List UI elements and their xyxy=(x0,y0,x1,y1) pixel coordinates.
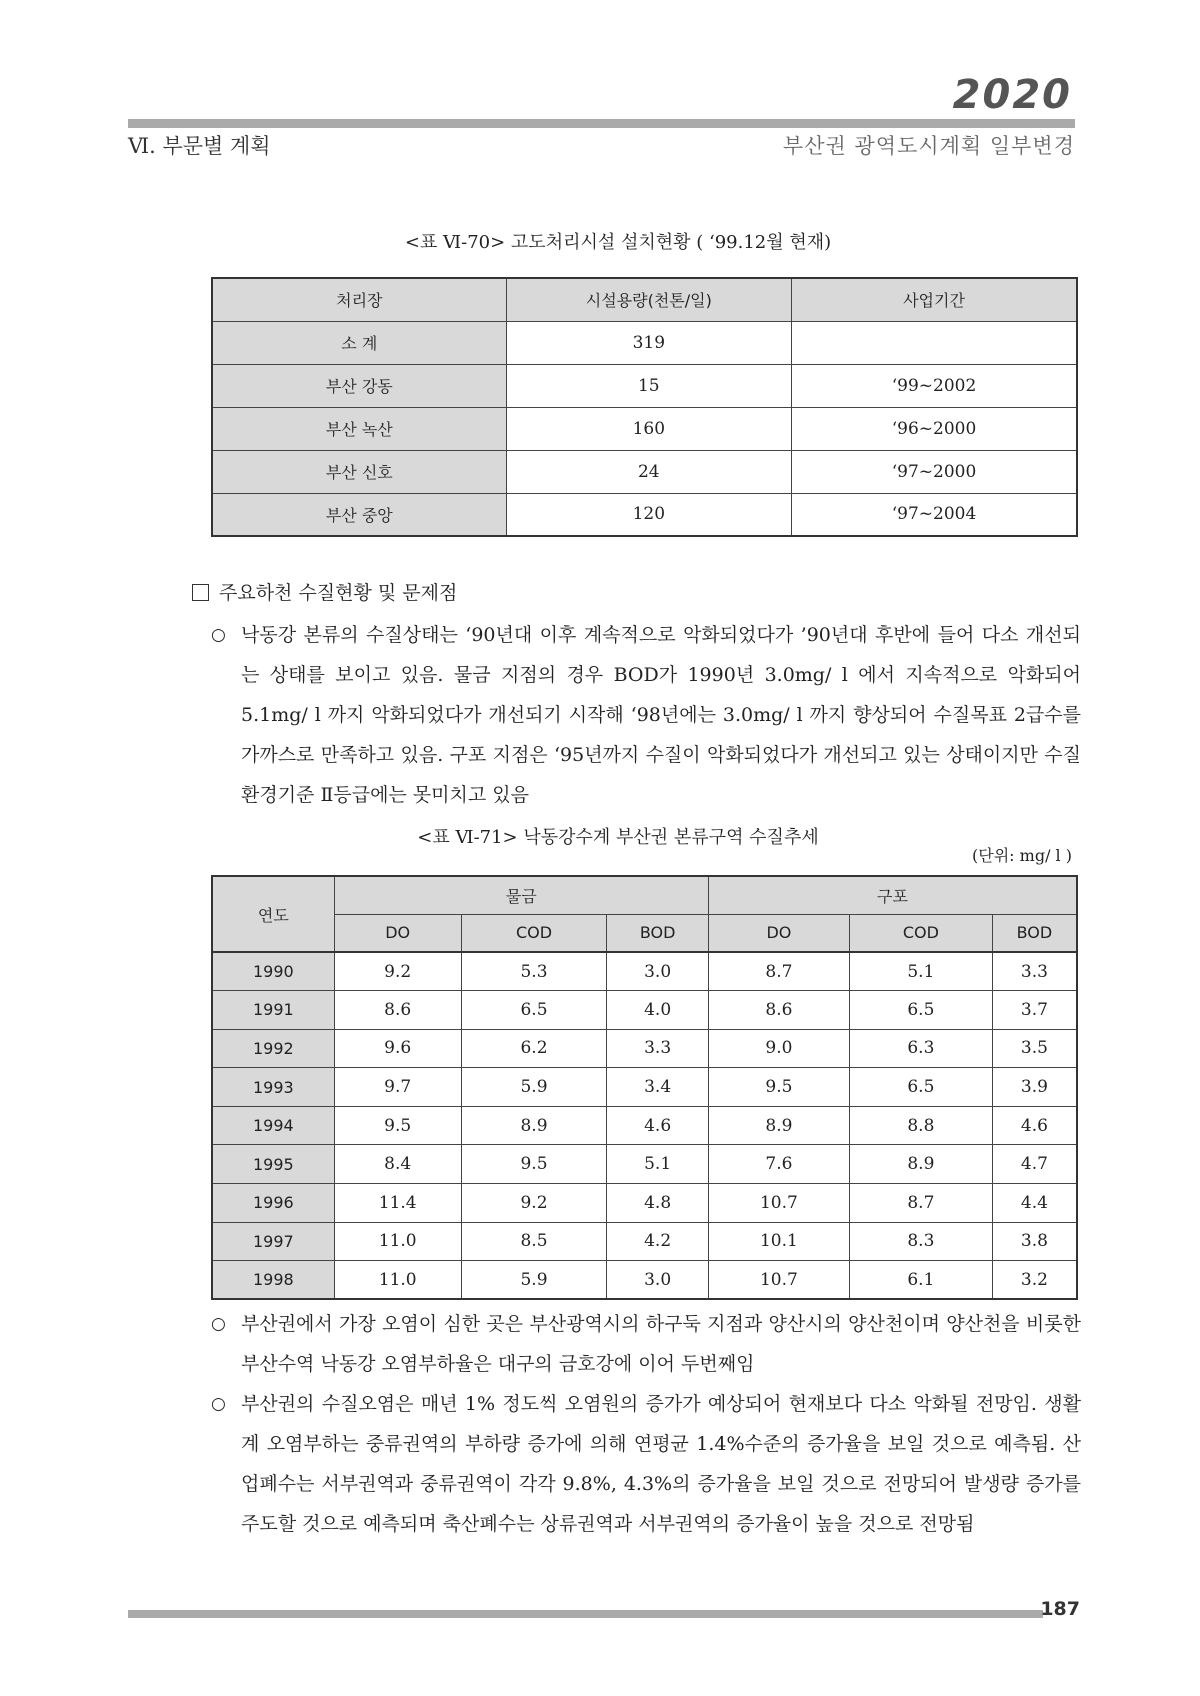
table-cell: 8.7 xyxy=(849,1184,992,1223)
table-cell: 3.3 xyxy=(607,1029,709,1068)
table-cell: 3.9 xyxy=(992,1068,1077,1107)
table-cell: 15 xyxy=(506,364,791,407)
paragraph-text: 낙동강 본류의 수질상태는 ‘90년대 이후 계속적으로 악화되었다가 ’90년대 후반에 들어 다소 개선되는 상태를 보이고 있음. 물금 지점의 경우 BOD가 1990년 3.0mg/ l 에서 지속적으로 악화되어 5.1mg/ l 까지 악화되었다가 개선되기 시작해 ‘98년에는 3.0mg/ l 까지 향상되어 수질목표 2급수를 가까스로 만족하고 있음. 구포 지점은 ‘95년까지 수질이 악화되었다가 개선되고 있는 상태이지만 수질환경기준 Ⅱ등급에는 못미치고 있음 xyxy=(241,624,1081,806)
year-cell: 1991 xyxy=(212,991,334,1030)
year-cell: 1995 xyxy=(212,1145,334,1184)
table-cell: 8.7 xyxy=(708,952,849,991)
section-title: Ⅵ. 부문별 계획 xyxy=(128,134,271,158)
table-cell xyxy=(792,321,1077,364)
table-cell: 4.6 xyxy=(607,1106,709,1145)
table-cell: 6.5 xyxy=(461,991,607,1030)
paragraph-text: 부산권에서 가장 오염이 심한 곳은 부산광역시의 하구둑 지점과 양산시의 양산천이며 양산천을 비롯한 부산수역 낙동강 오염부하율은 대구의 금호강에 이어 두번째임 xyxy=(241,1313,1081,1375)
column-header: 처리장 xyxy=(212,278,506,321)
table-cell: 4.2 xyxy=(607,1222,709,1261)
year-header: 연도 xyxy=(212,876,334,952)
unit-label: (단위: mg/ l ) xyxy=(972,846,1072,865)
checkbox-square-icon xyxy=(192,584,209,601)
footer-rule xyxy=(128,1610,1043,1618)
year-cell: 1996 xyxy=(212,1184,334,1223)
column-header: COD xyxy=(849,914,992,952)
table-cell: 9.2 xyxy=(334,952,461,991)
table-cell: 8.3 xyxy=(849,1222,992,1261)
table-cell: 10.1 xyxy=(708,1222,849,1261)
table-cell: 3.2 xyxy=(992,1261,1077,1300)
table-cell: 4.4 xyxy=(992,1184,1077,1223)
table-cell: 10.7 xyxy=(708,1184,849,1223)
header-rule xyxy=(128,119,1075,128)
table-row xyxy=(212,407,1077,450)
table-cell: 3.7 xyxy=(992,991,1077,1030)
table-cell: 3.5 xyxy=(992,1029,1077,1068)
group-header: 구포 xyxy=(708,876,1077,914)
column-header: COD xyxy=(461,914,607,952)
column-header: DO xyxy=(708,914,849,952)
table-cell: 120 xyxy=(506,493,791,536)
table-cell: 319 xyxy=(506,321,791,364)
year-cell: 1992 xyxy=(212,1029,334,1068)
table-cell: 6.2 xyxy=(461,1029,607,1068)
table-cell: 5.3 xyxy=(461,952,607,991)
row-label: 부산 강동 xyxy=(212,364,506,407)
table-cell: 8.8 xyxy=(849,1106,992,1145)
table-row xyxy=(212,1029,1077,1068)
section-heading xyxy=(192,578,457,605)
bullet-circle-icon: ○ xyxy=(211,1394,226,1414)
table-cell: 11.0 xyxy=(334,1261,461,1300)
table-cell: 8.9 xyxy=(849,1145,992,1184)
table-cell: 6.5 xyxy=(849,991,992,1030)
table-cell: 9.2 xyxy=(461,1184,607,1223)
bullet-circle-icon: ○ xyxy=(211,1314,226,1334)
table-cell: 24 xyxy=(506,450,791,493)
table-header-row xyxy=(212,876,1077,914)
table-cell: 4.0 xyxy=(607,991,709,1030)
year-cell: 1994 xyxy=(212,1106,334,1145)
table-cell: ‘97~2000 xyxy=(792,450,1077,493)
year-cell: 1997 xyxy=(212,1222,334,1261)
paragraph-pollution-sources xyxy=(211,1304,1081,1384)
table-cell: 9.7 xyxy=(334,1068,461,1107)
table-cell: 8.9 xyxy=(708,1106,849,1145)
table-cell: 9.5 xyxy=(708,1068,849,1107)
column-header: BOD xyxy=(992,914,1077,952)
row-label: 소 계 xyxy=(212,321,506,364)
table-cell: 160 xyxy=(506,407,791,450)
paragraph-water-quality xyxy=(211,615,1081,815)
table-row xyxy=(212,1068,1077,1107)
table-cell: 6.1 xyxy=(849,1261,992,1300)
table-cell: 8.6 xyxy=(334,991,461,1030)
table-cell: 8.5 xyxy=(461,1222,607,1261)
facility-table xyxy=(211,277,1078,537)
year-cell: 1998 xyxy=(212,1261,334,1300)
table-cell: 3.0 xyxy=(607,1261,709,1300)
table-cell: 9.6 xyxy=(334,1029,461,1068)
table-cell: 11.4 xyxy=(334,1184,461,1223)
table-cell: 5.1 xyxy=(849,952,992,991)
table-row xyxy=(212,364,1077,407)
table-row xyxy=(212,952,1077,991)
table-cell: 9.5 xyxy=(461,1145,607,1184)
table-cell: 10.7 xyxy=(708,1261,849,1300)
table-cell: ‘96~2000 xyxy=(792,407,1077,450)
document-title: 부산권 광역도시계획 일부변경 xyxy=(782,134,1075,158)
table-cell: 4.8 xyxy=(607,1184,709,1223)
table-cell: 3.0 xyxy=(607,952,709,991)
table2-caption: <표 Ⅵ-71> 낙동강수계 부산권 본류구역 수질추세 xyxy=(417,827,819,848)
page-number: 187 xyxy=(1040,1598,1080,1620)
column-header: BOD xyxy=(607,914,709,952)
row-label: 부산 신호 xyxy=(212,450,506,493)
table-row xyxy=(212,493,1077,536)
table-cell: ‘99~2002 xyxy=(792,364,1077,407)
table-row xyxy=(212,1222,1077,1261)
table-cell: 9.0 xyxy=(708,1029,849,1068)
section-heading-text: 주요하천 수질현황 및 문제점 xyxy=(219,582,458,604)
table-row xyxy=(212,1145,1077,1184)
table-cell: 3.3 xyxy=(992,952,1077,991)
row-label: 부산 녹산 xyxy=(212,407,506,450)
table-cell: 8.6 xyxy=(708,991,849,1030)
table-cell: 11.0 xyxy=(334,1222,461,1261)
row-label: 부산 중앙 xyxy=(212,493,506,536)
table-cell: 5.9 xyxy=(461,1261,607,1300)
table-row xyxy=(212,1106,1077,1145)
table-cell: 5.1 xyxy=(607,1145,709,1184)
bullet-circle-icon: ○ xyxy=(211,625,226,645)
table-cell: 9.5 xyxy=(334,1106,461,1145)
table-cell: 8.9 xyxy=(461,1106,607,1145)
table-row xyxy=(212,1184,1077,1223)
column-header: DO xyxy=(334,914,461,952)
table-cell: 7.6 xyxy=(708,1145,849,1184)
year-cell: 1990 xyxy=(212,952,334,991)
table1-caption: <표 Ⅵ-70> 고도처리시설 설치현황 ( ‘99.12월 현재) xyxy=(404,232,832,253)
table-cell: 4.7 xyxy=(992,1145,1077,1184)
table-row xyxy=(212,991,1077,1030)
table-cell: 8.4 xyxy=(334,1145,461,1184)
table-row xyxy=(212,450,1077,493)
paragraph-pollution-outlook xyxy=(211,1384,1081,1544)
table-cell: 6.3 xyxy=(849,1029,992,1068)
column-header: 사업기간 xyxy=(792,278,1077,321)
table-subheader-row xyxy=(212,914,1077,952)
table-row xyxy=(212,321,1077,364)
table-cell: ‘97~2004 xyxy=(792,493,1077,536)
table-cell: 3.4 xyxy=(607,1068,709,1107)
table-cell: 3.8 xyxy=(992,1222,1077,1261)
year-label: 2020 xyxy=(952,72,1072,118)
table-header-row xyxy=(212,278,1077,321)
table-row xyxy=(212,1261,1077,1300)
year-cell: 1993 xyxy=(212,1068,334,1107)
group-header: 물금 xyxy=(334,876,708,914)
table-cell: 6.5 xyxy=(849,1068,992,1107)
paragraph-text: 부산권의 수질오염은 매년 1% 정도씩 오염원의 증가가 예상되어 현재보다 다소 악화될 전망임. 생활계 오염부하는 중류권역의 부하량 증가에 의해 연평균 1.4%수준의 증가율을 보일 것으로 예측됨. 산업폐수는 서부권역과 중류권역이 각각 9.8%, 4.3%의 증가율을 보일 것으로 전망되어 발생량 증가를 주도할 것으로 예측되며 축산폐수는 상류권역과 서부권역의 증가율이 높을 것으로 전망됨 xyxy=(241,1393,1081,1535)
table-cell: 4.6 xyxy=(992,1106,1077,1145)
water-quality-table xyxy=(211,875,1078,1300)
table-cell: 5.9 xyxy=(461,1068,607,1107)
column-header: 시설용량(천톤/일) xyxy=(506,278,791,321)
